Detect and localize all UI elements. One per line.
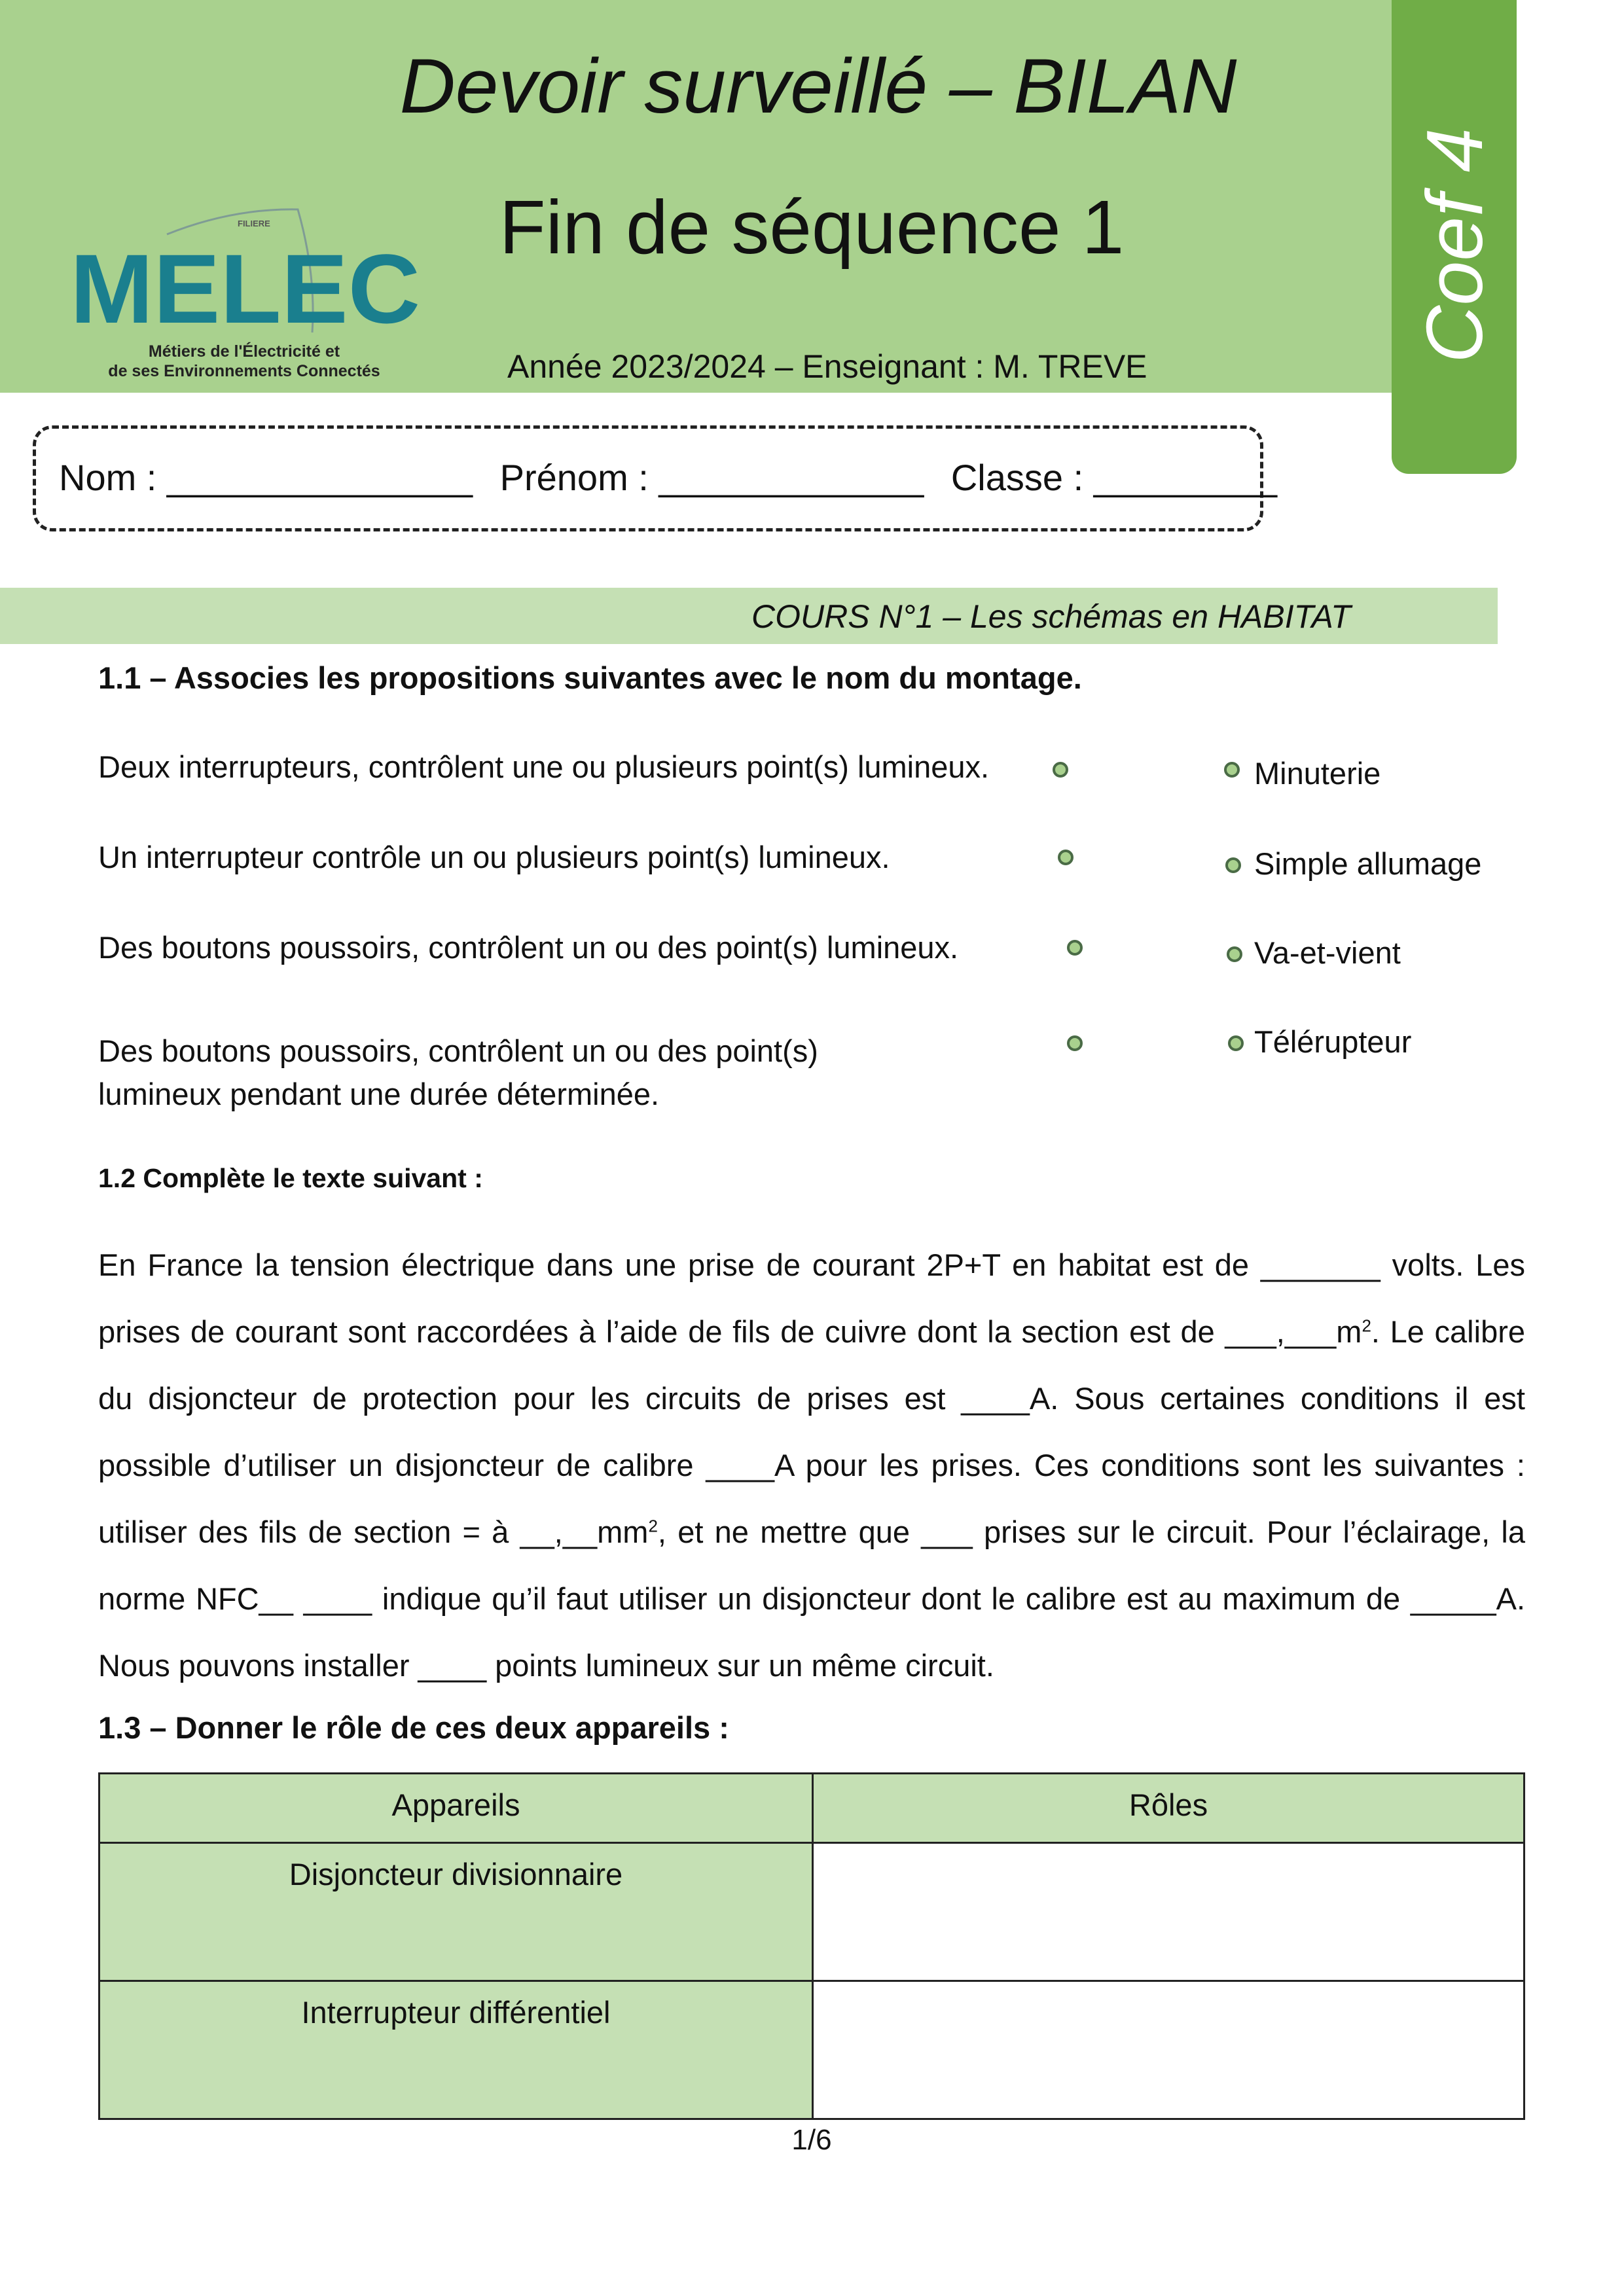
section-title: COURS N°1 – Les schémas en HABITAT xyxy=(751,598,1351,635)
identity-fields xyxy=(59,455,1294,501)
proposition-2-connector[interactable] xyxy=(1058,850,1074,865)
choice-telerupteur: Télérupteur xyxy=(1254,1024,1412,1059)
prenom-field[interactable]: Prénom : _____________ xyxy=(499,457,924,498)
squared-sup-1: 2 xyxy=(1362,1316,1371,1336)
coef-label: Coef 4 xyxy=(1409,128,1499,363)
choice-2-connector[interactable] xyxy=(1225,857,1241,873)
answer-cell-disjoncteur[interactable] xyxy=(813,1843,1525,1981)
choice-minuterie: Minuterie xyxy=(1254,756,1381,791)
choice-simple-allumage: Simple allumage xyxy=(1254,846,1482,881)
roles-table xyxy=(98,1772,1525,2120)
logo-tagline-line-2: de ses Environnements Connectés xyxy=(108,362,380,380)
page-number: 1/6 xyxy=(791,2124,832,2156)
proposition-4-connector[interactable] xyxy=(1067,1035,1083,1051)
squared-sup-2: 2 xyxy=(648,1516,658,1536)
header-roles: Rôles xyxy=(813,1774,1525,1843)
proposition-1: Deux interrupteurs, contrôlent une ou plusieurs point(s) lumineux. xyxy=(98,749,990,784)
year-teacher-line: Année 2023/2024 – Enseignant : M. TREVE xyxy=(507,348,1147,385)
proposition-1-connector[interactable] xyxy=(1053,762,1068,778)
coef-label-container xyxy=(1392,0,1517,474)
table-header-row xyxy=(99,1774,1525,1843)
proposition-3: Des boutons poussoirs, contrôlent un ou des point(s) lumineux. xyxy=(98,930,959,965)
logo-tagline xyxy=(77,342,411,381)
logo-small-text: FILIERE xyxy=(238,219,270,228)
q2-heading: 1.2 Complète le texte suivant : xyxy=(98,1163,483,1193)
choice-3-connector[interactable] xyxy=(1227,946,1242,962)
table-row xyxy=(99,1843,1525,1981)
answer-cell-interrupteur[interactable] xyxy=(813,1981,1525,2119)
classe-field[interactable]: Classe : _________ xyxy=(950,457,1277,498)
fill-in-text-part-1: En France la tension électrique dans une prise de courant 2P+T en habitat est de _______ volts. Les prises de courant sont raccordées à l’aide de fils de cuivre dont la section est de ___,___m xyxy=(98,1247,1525,1349)
nom-field[interactable]: Nom : _______________ xyxy=(59,457,473,498)
header-appareils: Appareils xyxy=(99,1774,813,1843)
cell-disjoncteur: Disjoncteur divisionnaire xyxy=(99,1843,813,1981)
fill-in-paragraph[interactable] xyxy=(98,1232,1525,1699)
proposition-4-line-2: lumineux pendant une durée déterminée. xyxy=(98,1077,660,1111)
fill-in-text-part-3: , et ne mettre que ___ prises sur le circuit. Pour l’éclairage, la norme NFC__ ____ indique qu’il faut utiliser un disjoncteur dont le calibre est au maximum de _____A. Nous pouvons installer ____ points lumineux sur un même circuit. xyxy=(98,1515,1525,1683)
choice-1-connector[interactable] xyxy=(1224,762,1240,778)
cell-interrupteur: Interrupteur différentiel xyxy=(99,1981,813,2119)
proposition-4-line-1: Des boutons poussoirs, contrôlent un ou des point(s) xyxy=(98,1033,818,1068)
page-subtitle: Fin de séquence 1 xyxy=(499,185,1125,270)
page-title: Devoir surveillé – BILAN xyxy=(399,43,1237,130)
logo-tagline-line-1: Métiers de l'Électricité et xyxy=(148,342,340,361)
q3-heading: 1.3 – Donner le rôle de ces deux appareils : xyxy=(98,1710,729,1745)
logo-wordmark: MELEC xyxy=(70,234,420,344)
proposition-2: Un interrupteur contrôle un ou plusieurs point(s) lumineux. xyxy=(98,840,890,874)
proposition-3-connector[interactable] xyxy=(1067,940,1083,956)
choice-4-connector[interactable] xyxy=(1228,1035,1244,1051)
choice-va-et-vient: Va-et-vient xyxy=(1254,935,1401,970)
q1-heading: 1.1 – Associes les propositions suivantes avec le nom du montage. xyxy=(98,660,1082,695)
table-row xyxy=(99,1981,1525,2119)
fill-in-text-part-2: . Le calibre du disjoncteur de protection pour les circuits de prises est ____A. Sous certaines conditions il est possible d’utiliser un disjoncteur de calibre ____A pour les prises. Ces conditions sont les suivantes : utiliser des fils de section = à __,__mm xyxy=(98,1314,1525,1549)
fill-in-text xyxy=(98,1232,1525,1699)
